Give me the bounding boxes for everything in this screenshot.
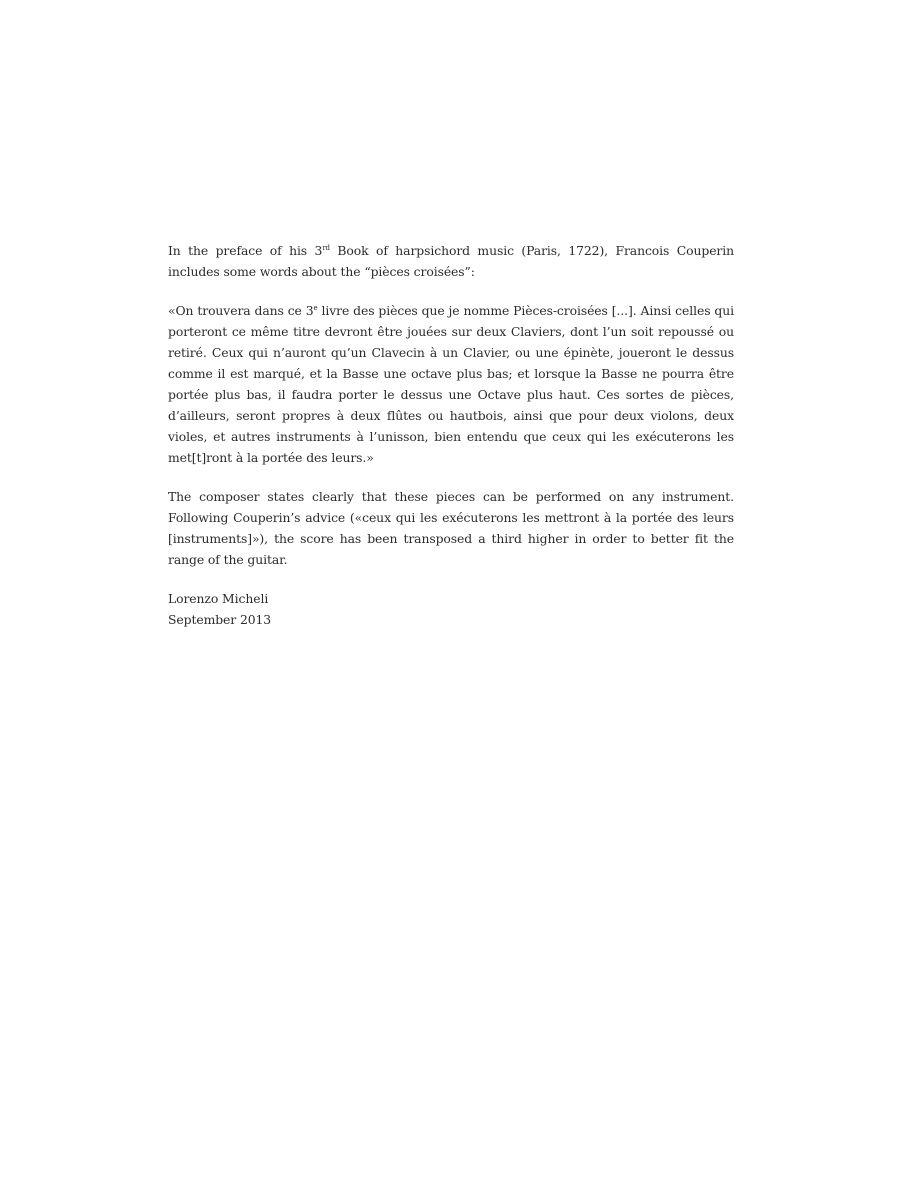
signature-date: September 2013 (168, 612, 272, 627)
quote-paragraph (168, 300, 734, 468)
signature-block (168, 588, 734, 630)
preface-text (168, 240, 734, 630)
quote-text-end: livre des pièces que je nomme Pièces-croisées [...]. Ainsi celles qui porteront ce même titre devront être jouées sur deux Claviers, dont l’un soit repoussé ou retiré. Ceux qui n’auront qu’un Clavecin à un Clavier, ou une épinète, joueront le dessus comme il est marqué, et la Basse une octave plus bas; et lorsque la Basse ne pourra être portée plus bas, il faudra porter le dessus une Octave plus haut. Ces sortes de pièces, d’ailleurs, seront propres à deux flûtes ou hautbois, ainsi que pour deux violons, deux violes, et autres instruments à l’unisson, bien entendu que ceux qui les exécuterons les met[t]ront à la portée des leurs.» (168, 303, 735, 465)
intro-ordinal-superscript: rd (322, 243, 330, 252)
author-name: Lorenzo Micheli (168, 591, 269, 606)
quote-ordinal-superscript: e (313, 303, 318, 312)
commentary-paragraph: The composer states clearly that these pieces can be performed on any instrument. Following Couperin’s advice («ceux qui les exécuterons les mettront à la portée des leurs [instruments]»), the score has been transposed a third higher in order to better fit the range of the guitar. (168, 489, 734, 567)
quote-text-start: «On trouvera dans ce 3 (168, 303, 314, 318)
intro-text-end: Book of harpsichord music (Paris, 1722), Francois Couperin includes some words about the “pièces croisées”: (168, 243, 734, 279)
intro-text-start: In the preface of his 3 (168, 243, 323, 258)
intro-paragraph (168, 240, 734, 282)
